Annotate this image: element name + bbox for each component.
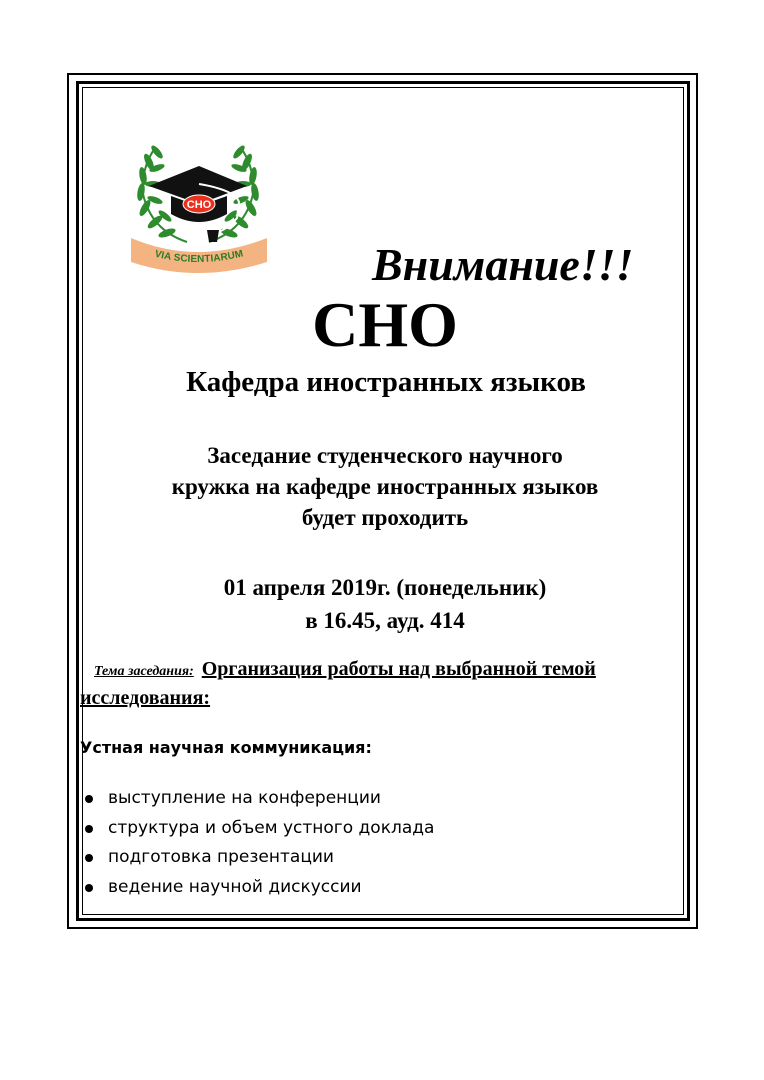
bullet-icon (85, 795, 93, 803)
sno-logo (127, 138, 269, 278)
meeting-time-room: в 16.45, ауд. 414 (305, 608, 465, 633)
list-item-text: выступление на конференции (108, 788, 381, 808)
logo-cap-text: СНО (186, 199, 212, 211)
attention-heading: Внимание!!! (372, 239, 634, 290)
meeting-schedule (0, 571, 764, 637)
list-item (80, 873, 434, 903)
department-title: Кафедра иностранных языков (186, 366, 586, 398)
announcement-line: Заседание студенческого научного (207, 443, 563, 468)
list-item-text: структура и объем устного доклада (108, 817, 435, 838)
list-item (80, 784, 434, 814)
bullet-icon (85, 884, 93, 892)
meeting-date: 01 апреля 2019г. (понедельник) (223, 575, 547, 600)
meeting-topic (80, 656, 660, 711)
sno-title: СНО (312, 289, 458, 360)
topic-label: Тема заседания: (94, 664, 194, 679)
topic-list (80, 784, 434, 902)
list-item (80, 843, 434, 873)
list-item-text: подготовка презентации (108, 847, 334, 867)
logo-ribbon-text: VIA SCIENTIARUM (153, 248, 245, 266)
bullet-icon (85, 854, 93, 862)
list-item (80, 814, 434, 844)
sno-logo-graphic (127, 138, 269, 278)
bullet-icon (85, 825, 93, 833)
announcement-line: будет проходить (301, 505, 469, 530)
topic-text: Организация работы над выбранной темой исследования: (80, 658, 596, 709)
list-item-text: ведение научной дискуссии (108, 876, 362, 897)
announcement-text (0, 440, 764, 533)
section-heading: Устная научная коммуникация: (80, 738, 372, 757)
announcement-line: кружка на кафедре иностранных языков (171, 474, 599, 499)
